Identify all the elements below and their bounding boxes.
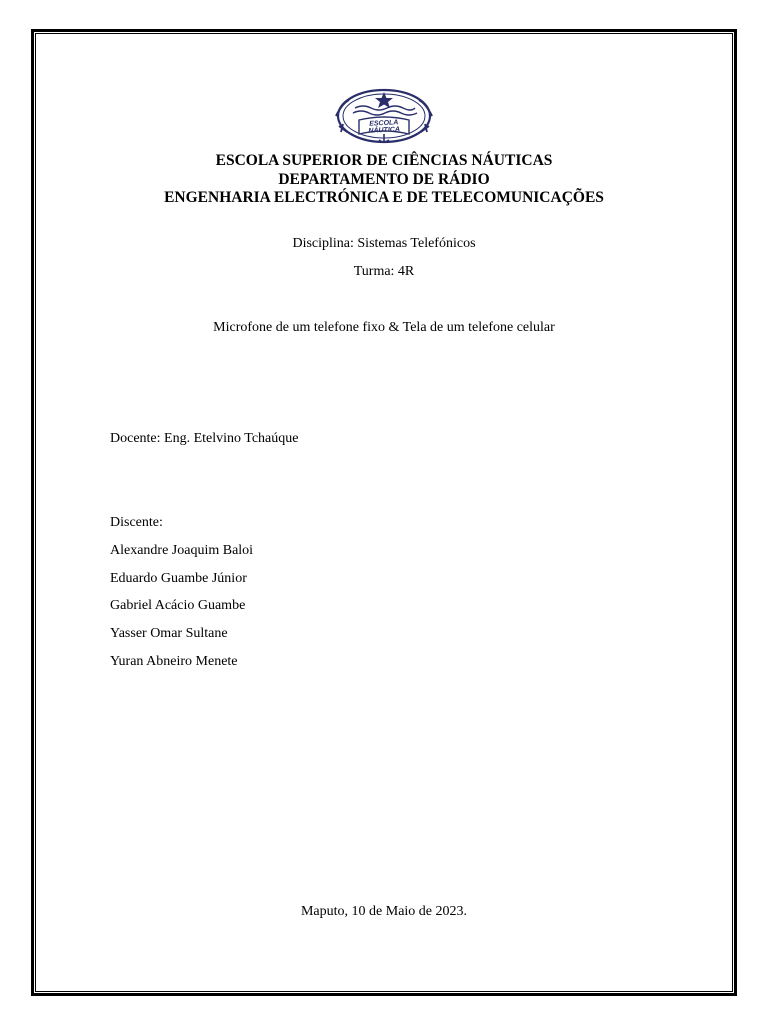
- document-title: Microfone de um telefone fixo & Tela de um telefone celular: [213, 320, 555, 335]
- class: Turma: 4R: [353, 264, 415, 279]
- student-name: Alexandre Joaquim Baloi: [110, 543, 254, 558]
- logo-text: [356, 119, 413, 136]
- student-name: Yasser Omar Sultane: [110, 626, 228, 641]
- logo-text-line2: NÁUTICA: [368, 126, 401, 135]
- place-date: Maputo, 10 de Maio de 2023.: [300, 904, 468, 919]
- student-name: Eduardo Guambe Júnior: [110, 571, 247, 586]
- student-name: Yuran Abneiro Menete: [110, 654, 238, 669]
- document-header: [0, 152, 768, 208]
- school-name: ESCOLA SUPERIOR DE CIÊNCIAS NÁUTICAS: [215, 152, 553, 169]
- teacher: Docente: Eng. Etelvino Tchaúque: [110, 431, 299, 446]
- student-name: Gabriel Acácio Guambe: [110, 598, 246, 613]
- discipline: Disciplina: Sistemas Telefónicos: [292, 236, 476, 251]
- logo-text-line1: ESCOLA: [369, 119, 399, 128]
- escola-nautica-emblem: [333, 86, 435, 146]
- department-name: DEPARTAMENTO DE RÁDIO: [278, 170, 490, 188]
- students-label: Discente:: [110, 515, 163, 530]
- course-name: ENGENHARIA ELECTRÓNICA E DE TELECOMUNICAÇÕES: [164, 189, 604, 206]
